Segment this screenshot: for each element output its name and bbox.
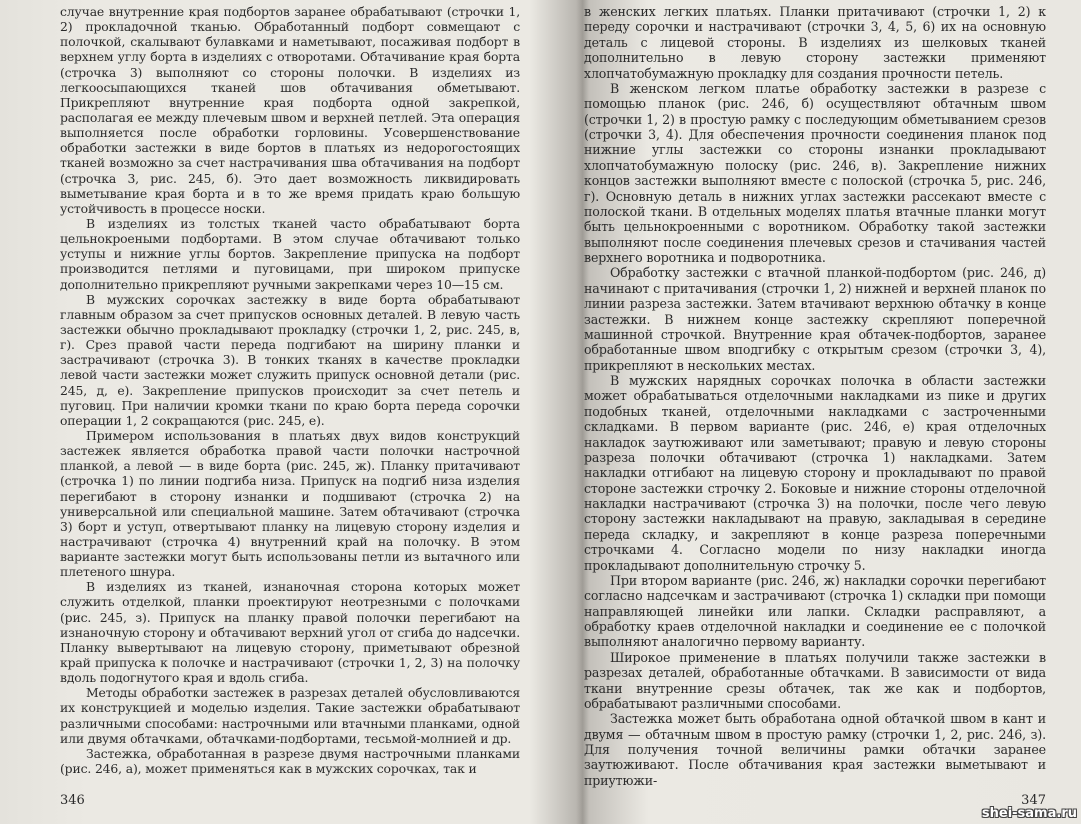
paragraph: При втором варианте (рис. 246, ж) накладки сорочки перегибают согласно надсечкам и застрачивают (строчка 1) складки при помощи направляющей линейки или лапки. Складки расправляют, а обработку краев отделочной накладки и соединение ее с полочкой выполняют аналогично первому варианту. [584, 572, 1046, 650]
paragraph: случае внутренние края подбортов заранее обрабатывают (строчки 1, 2) прокладочной тканью. Обработанный подборт совмещают с полочкой, скалывают булавками и наметывают, посаживая подборт в верхнем углу борта в изделиях с отворотами. Обтачивание края борта (строчка 3) выполняют со стороны полочки. В изделиях из легкоосыпающихся тканей шов обтачивания обметывают. Прикрепляют внутренние края подборта одной закрепкой, располагая ее между плечевым швом и верхней петлей. Эта операция выполняется после обработки горловины. Усовершенствование обработки застежки в виде бортов в платьях из недорогостоящих тканей возможно за счет настрачивания шва обтачивания на подборт (строчка 3, рис. 245, б). Это дает возможность ликвидировать выметывание края борта и в то же время придать краю большую устойчивость в процессе носки. [60, 4, 520, 216]
left-page-text [60, 4, 520, 776]
page-number-left: 346 [60, 793, 85, 808]
right-page-text [584, 4, 1046, 788]
left-page [60, 4, 520, 812]
paragraph: Застежка может быть обработана одной обтачкой швом в кант и двумя — обтачным швом в простую рамку (строчки 1, 2, рис. 246, з). Для получения точной величины рамки обтачки заранее заутюживают. После обтачивания края застежки выметывают и приутюжи- [584, 711, 1046, 788]
paragraph: В изделиях из тканей, изнаночная сторона которых может служить отделкой, планки проектируют неотрезными с полочками (рис. 245, з). Припуск на планку правой полочки перегибают на изнаночную сторону и обтачивают верхний угол от сгиба до надсечки. Планку вывертывают на лицевую сторону, приметывают обрезной край припуска к полочке и настрачивают (строчки 1, 2, 3) на полочку вдоль подогнутого края и вдоль сгиба. [60, 579, 520, 686]
paragraph: в женских легких платьях. Планки притачивают (строчки 1, 2) к переду сорочки и настрачивают (строчки 3, 4, 5, 6) их на основную деталь с лицевой стороны. В изделиях из шелковых тканей дополнительно в левую сторону застежки применяют хлопчатобумажную прокладку для создания прочности петель. [584, 4, 1046, 81]
right-page [584, 4, 1046, 812]
paragraph: Примером использования в платьях двух видов конструкций застежек является обработка правой части полочки настрочной планкой, а левой — в виде борта (рис. 245, ж). Планку притачивают (строчка 1) по линии подгиба низа. Припуск на подгиб низа изделия перегибают в сторону изнанки и подшивают (строчка 2) на универсальной или специальной машине. Затем обтачивают (строчка 3) борт и уступ, отвертывают планку на лицевую сторону изделия и настрачивают (строчка 4) внутренний край на полочку. В этом варианте застежки могут быть использованы петли из вытачного или плетеного шнура. [60, 427, 520, 580]
paragraph: Обработку застежки с втачной планкой-подбортом (рис. 246, д) начинают с притачивания (строчки 1, 2) нижней и верхней планок по линии разреза застежки. Затем втачивают верхнюю обтачку в конце застежки. В нижнем конце застежку скрепляют поперечной машинной строчкой. Внутренние края обтачек-подбортов, заранее обработанные швом вподгибку с открытым срезом (строчки 3, 4), прикрепляют в нескольких местах. [584, 265, 1046, 373]
paragraph: Широкое применение в платьях получили также застежки в разрезах деталей, обработанные обтачками. В зависимости от вида ткани внутренние срезы обтачек, так же как и подбортов, обрабатывают различными способами. [584, 649, 1046, 711]
paragraph: В мужских нарядных сорочках полочка в области застежки может обрабатываться отделочными накладками из пике и других подобных тканей, отделочными накладками с застроченными складками. В первом варианте (рис. 246, е) края отделочных накладок заутюживают или заметывают; правую и левую стороны разреза полочки обтачивают (строчка 1) накладками. Затем накладки отгибают на лицевую сторону и прокладывают по правой стороне застежки строчку 2. Боковые и нижние стороны отделочной накладки настрачивают (строчка 3) на полочки, после чего левую сторону застежки накладывают на правую, закладывая в середине переда складку, и закрепляют в конце разреза поперечными строчками 4. Согласно модели по низу накладки иногда прокладывают дополнительную строчку 5. [584, 373, 1046, 573]
paragraph: Методы обработки застежек в разрезах деталей обусловливаются их конструкцией и моделью изделия. Такие застежки обрабатывают различными способами: настрочными или втачными планками, одной или двумя обтачками, обтачками-подбортами, тесьмой-молнией и др. [60, 685, 520, 746]
paragraph: В изделиях из толстых тканей часто обрабатывают борта цельнокроеными подбортами. В этом случае обтачивают только уступы и нижние углы бортов. Закрепление припуска на подборт производится петлями и пуговицами, при широком припуске дополнительно прикрепляют ручными закрепками через 10—15 см. [60, 215, 520, 292]
site-watermark: shei-sama.ru [981, 806, 1077, 821]
page-number-right: 347 [1021, 793, 1046, 808]
paragraph: В женском легком платье обработку застежки в разрезе с помощью планок (рис. 246, б) осуществляют обтачным швом (строчки 1, 2) в простую рамку с последующим обметыванием срезов (строчки 3, 4). Для обеспечения прочности соединения планок под нижние углы застежки со стороны изнанки прокладывают хлопчатобумажную полоску (рис. 246, в). Закрепление нижних концов застежки выполняют вместе с полоской (строчка 5, рис. 246, г). Основную деталь в нижних углах застежки рассекают вместе с полоской ткани. В отдельных моделях платья втачные планки могут быть цельнокроенными с воротником. Обработку такой застежки выполняют после соединения плечевых срезов и стачивания частей верхнего воротника и подворотника. [584, 80, 1046, 265]
paragraph: В мужских сорочках застежку в виде борта обрабатывают главным образом за счет припусков основных деталей. В левую часть застежки обычно прокладывают прокладку (строчки 1, 2, рис. 245, в, г). Срез правой части переда подгибают на ширину планки и застрачивают (строчка 3). В тонких тканях в качестве прокладки левой части застежки может служить припуск основной детали (рис. 245, д, е). Закрепление припусков происходит за счет петель и пуговиц. При наличии кромки ткани по краю борта переда сорочки операции 1, 2 сокращаются (рис. 245, е). [60, 291, 520, 428]
paragraph: Застежка, обработанная в разрезе двумя настрочными планками (рис. 246, а), может применяться как в мужских сорочках, так и [60, 745, 520, 777]
